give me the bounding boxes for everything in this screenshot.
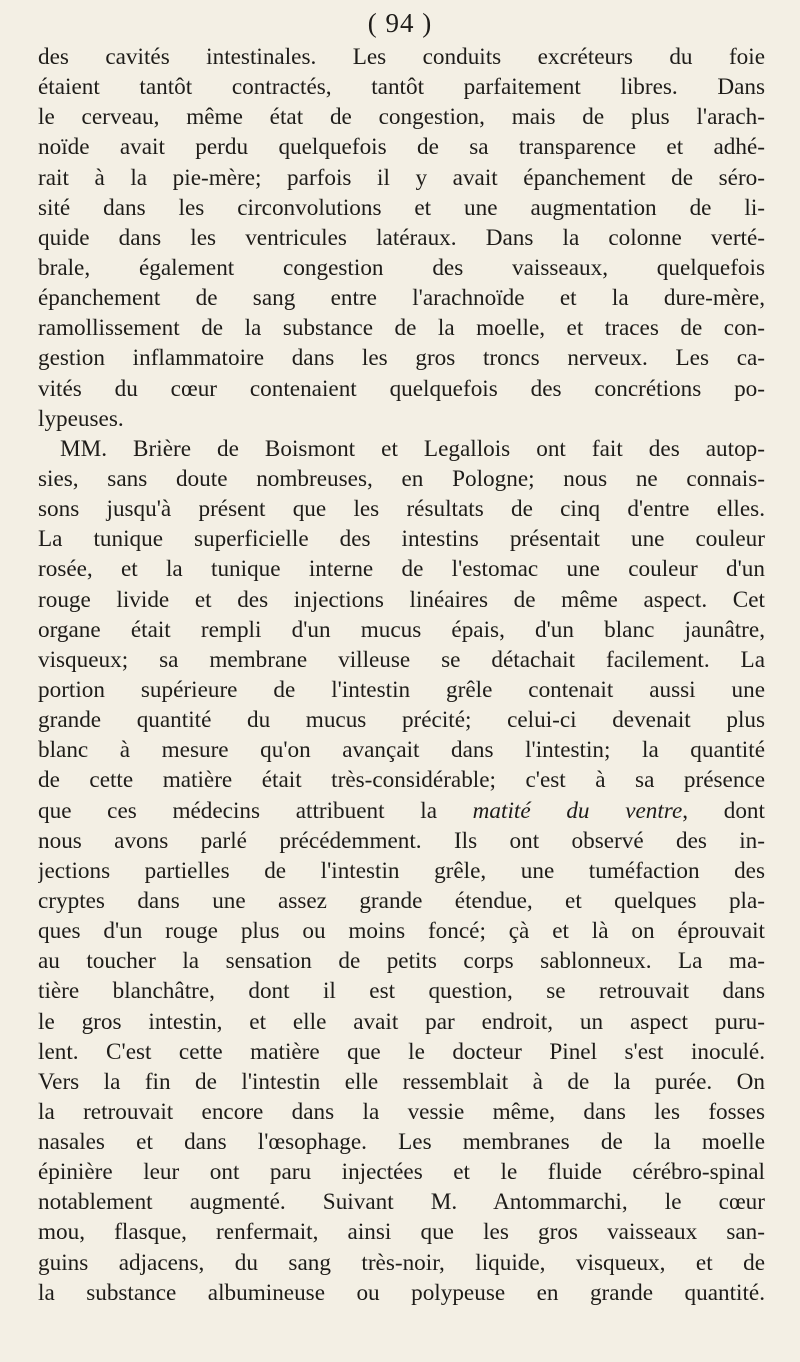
text-line: blanc à mesure qu'on avançait dans l'intestin; la quantité xyxy=(38,737,765,764)
text-line: vités du cœur contenaient quelquefois des concrétions po- xyxy=(38,375,765,402)
text-line: étaient tantôt contractés, tantôt parfaitement libres. Dans xyxy=(38,74,765,101)
text-line: le gros intestin, et elle avait par endroit, un aspect puru- xyxy=(38,1008,765,1035)
text-line: mou, flasque, renfermait, ainsi que les gros vaisseaux san- xyxy=(38,1219,765,1246)
text-line: quide dans les ventricules latéraux. Dans la colonne verté- xyxy=(38,224,765,251)
text-line: sons jusqu'à présent que les résultats de cinq d'entre elles. xyxy=(38,496,765,523)
paragraph-start-line: MM. Brière de Boismont et Legallois ont fait des autop- xyxy=(60,435,765,462)
text-line: la substance albumineuse ou polypeuse en grande quantité. xyxy=(38,1279,765,1306)
text-line: épinière leur ont paru injectées et le fluide cérébro-spinal xyxy=(38,1159,765,1186)
text-line-with-italic xyxy=(38,796,765,826)
text-line: de cette matière était très-considérable; c'est à sa présence xyxy=(38,767,765,794)
text-line: notablement augmenté. Suivant M. Antommarchi, le cœur xyxy=(38,1189,765,1216)
text-line: la retrouvait encore dans la vessie même, dans les fosses xyxy=(38,1098,765,1125)
text-line: portion supérieure de l'intestin grêle contenait aussi une xyxy=(38,676,765,703)
paragraph-end-line: lypeuses. xyxy=(38,405,124,432)
text-line: ques d'un rouge plus ou moins foncé; çà et là on éprouvait xyxy=(38,918,765,945)
text-line: grande quantité du mucus précité; celui-ci devenait plus xyxy=(38,707,765,734)
text-line: Vers la fin de l'intestin elle ressemblait à de la purée. On xyxy=(38,1068,765,1095)
text-line: organe était rempli d'un mucus épais, d'un blanc jaunâtre, xyxy=(38,616,765,643)
text-line: cryptes dans une assez grande étendue, et quelques pla- xyxy=(38,887,765,914)
line-trail-text: , dont xyxy=(682,797,765,824)
text-line: tière blanchâtre, dont il est question, se retrouvait dans xyxy=(38,978,765,1005)
page-number: ( 94 ) xyxy=(367,8,433,38)
text-line: sies, sans doute nombreuses, en Pologne; nous ne connais- xyxy=(38,465,765,492)
text-line: nasales et dans l'œsophage. Les membranes de la moelle xyxy=(38,1129,765,1156)
line-lead-text: que ces médecins attribuent la xyxy=(38,797,473,824)
text-line: au toucher la sensation de petits corps sablonneux. La ma- xyxy=(38,948,765,975)
text-line: lent. C'est cette matière que le docteur Pinel s'est inoculé. xyxy=(38,1038,765,1065)
text-line: rait à la pie-mère; parfois il y avait épanchement de séro- xyxy=(38,164,765,191)
text-line: rosée, et la tunique interne de l'estomac une couleur d'un xyxy=(38,556,765,583)
text-line: brale, également congestion des vaisseaux, quelquefois xyxy=(38,254,765,281)
text-line: gestion inflammatoire dans les gros troncs nerveux. Les ca- xyxy=(38,345,765,372)
text-line: guins adjacens, du sang très-noir, liquide, visqueux, et de xyxy=(38,1249,765,1276)
text-line: noïde avait perdu quelquefois de sa transparence et adhé- xyxy=(38,134,765,161)
italic-phrase: matité du ventre xyxy=(472,797,683,824)
text-line: visqueux; sa membrane villeuse se détachait facilement. La xyxy=(38,646,765,673)
text-line: épanchement de sang entre l'arachnoïde et la dure-mère, xyxy=(38,285,765,312)
body-text xyxy=(38,42,765,1308)
text-line: sité dans les circonvolutions et une augmentation de li- xyxy=(38,194,765,221)
text-line: La tunique superficielle des intestins présentait une couleur xyxy=(38,526,765,553)
text-line: des cavités intestinales. Les conduits excréteurs du foie xyxy=(38,44,765,70)
text-line: rouge livide et des injections linéaires de même aspect. Cet xyxy=(38,586,765,613)
text-line: ramollissement de la substance de la moelle, et traces de con- xyxy=(38,315,765,342)
text-line: jections partielles de l'intestin grêle, une tuméfaction des xyxy=(38,857,765,884)
text-line: le cerveau, même état de congestion, mais de plus l'arach- xyxy=(38,104,765,131)
text-line: nous avons parlé précédemment. Ils ont observé des in- xyxy=(38,827,765,854)
